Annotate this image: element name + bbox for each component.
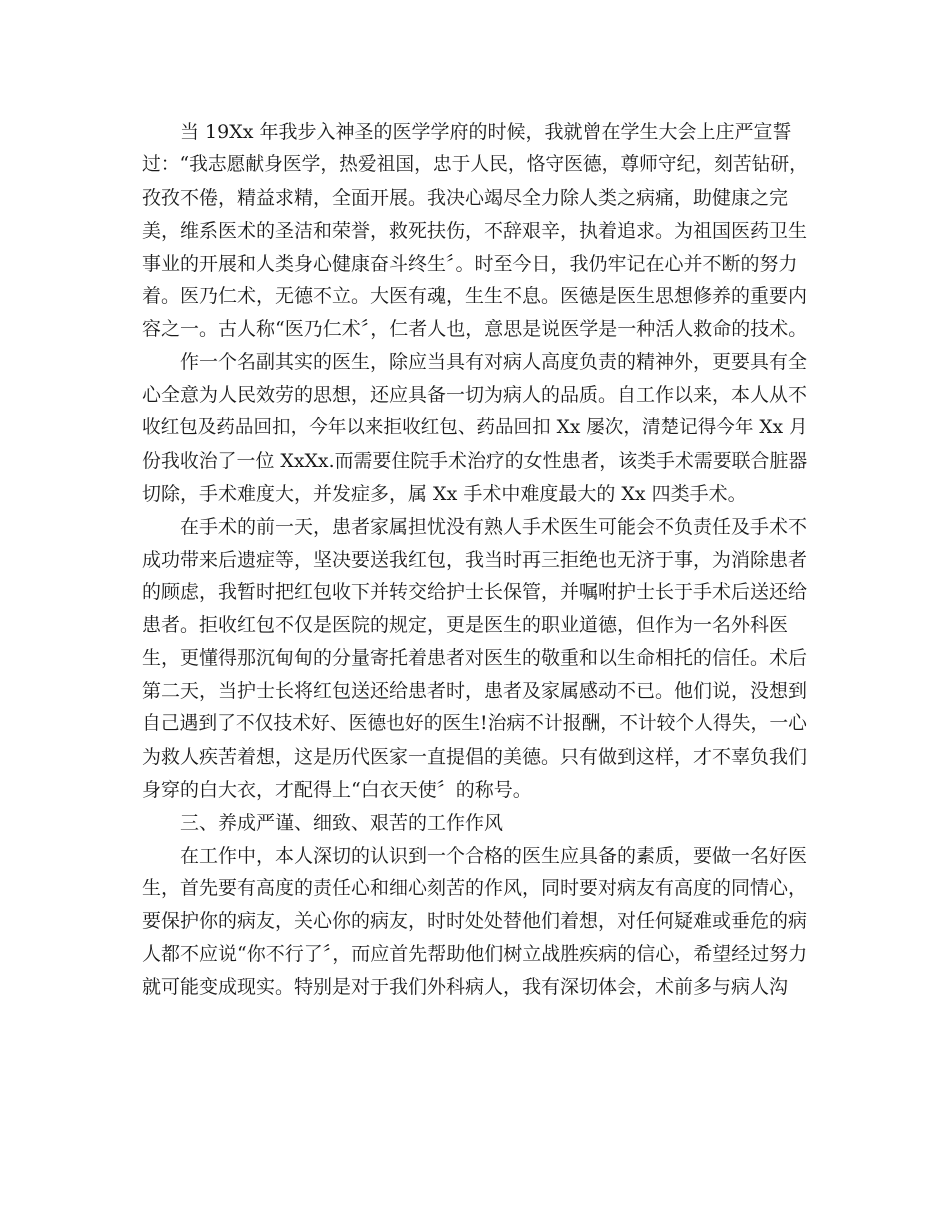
text-line: 就可能变成现实。特别是对于我们外科病人，我有深切体会，术前多与病人沟: [142, 976, 789, 999]
text-line: 生，更懂得那沉甸甸的分量寄托着患者对医生的敬重和以生命相托的信任。术后: [142, 647, 808, 670]
text-line: 生，首先要有高度的责任心和细心刻苦的作风，同时要对病友有高度的同情心，: [142, 877, 808, 900]
text-line: 份我收治了一位 XxXx.而需要住院手术治疗的女性患者，该类手术需要联合脏器: [142, 449, 808, 472]
text-line: 当 19Xx 年我步入神圣的医学学府的时候，我就曾在学生大会上庄严宣誓: [180, 121, 792, 143]
text-line: 在工作中，本人深切的认识到一个合格的医生应具备的素质，要做一名好医: [180, 844, 808, 867]
document-body: [142, 116, 808, 1004]
text-line: 成功带来后遗症等，坚决要送我红包，我当时再三拒绝也无济于事，为消除患者: [142, 548, 808, 571]
text-line: 过：“我志愿献身医学，热爱祖国，忠于人民，恪守医德，尊师守纪，刻苦钻研，: [142, 153, 808, 175]
text-line: 事业的开展和人类身心健康奋斗终生〞。时至今日，我仍牢记在心并不断的努力: [142, 252, 798, 275]
text-line: 孜孜不倦，精益求精，全面开展。我决心竭尽全力除人类之病痛，助健康之完: [142, 186, 789, 209]
text-line: 心全意为人民效劳的思想，还应具备一切为病人的品质。自工作以来，本人从不: [142, 384, 808, 407]
text-line: 为救人疾苦着想，这是历代医家一直提倡的美德。只有做到这样，才不辜负我们: [142, 745, 808, 768]
text-line: 在手术的前一天，患者家属担忧没有熟人手术医生可能会不负责任及手术不: [180, 515, 808, 538]
text-line: 患者。拒收红包不仅是医院的规定，更是医生的职业道德，但作为一名外科医: [142, 614, 789, 637]
text-line: 自己遇到了不仅技术好、医德也好的医生!治病不计报酬，不计较个人得失，一心: [142, 713, 807, 735]
text-line: 的顾虑，我暂时把红包收下并转交给护士长保管，并嘱咐护士长于手术后送还给: [142, 581, 808, 604]
text-line: 身穿的白大衣，才配得上“白衣天使〞的称号。: [142, 778, 532, 801]
text-line: 容之一。古人称“医乃仁术〞，仁者人也，意思是说医学是一种活人救命的技术。: [142, 318, 808, 341]
text-line: 要保护你的病友，关心你的病友，时时处处替他们着想，对任何疑难或垂危的病: [142, 910, 808, 933]
text-line: 第二天，当护士长将红包送还给患者时，患者及家属感动不已。他们说，没想到: [142, 680, 808, 703]
text-line: 收红包及药品回扣，今年以来拒收红包、药品回扣 Xx 屡次，清楚记得今年 Xx 月: [142, 417, 808, 439]
text-line: 切除，手术难度大，并发症多，属 Xx 手术中难度最大的 Xx 四类手术。: [142, 482, 747, 505]
text-line: 人都不应说“你不行了〞，而应首先帮助他们树立战胜疾病的信心，希望经过努力: [142, 943, 808, 966]
text-line: 三、养成严谨、细致、艰苦的工作作风: [180, 811, 504, 834]
text-line: 作一个名副其实的医生，除应当具有对病人高度负责的精神外，更要具有全: [180, 351, 808, 374]
text-line: 美，维系医术的圣洁和荣誉，救死扶伤，不辞艰辛，执着追求。为祖国医药卫生: [142, 219, 808, 242]
text-line: 着。医乃仁术，无德不立。大医有魂，生生不息。医德是医生思想修养的重要内: [142, 285, 808, 308]
